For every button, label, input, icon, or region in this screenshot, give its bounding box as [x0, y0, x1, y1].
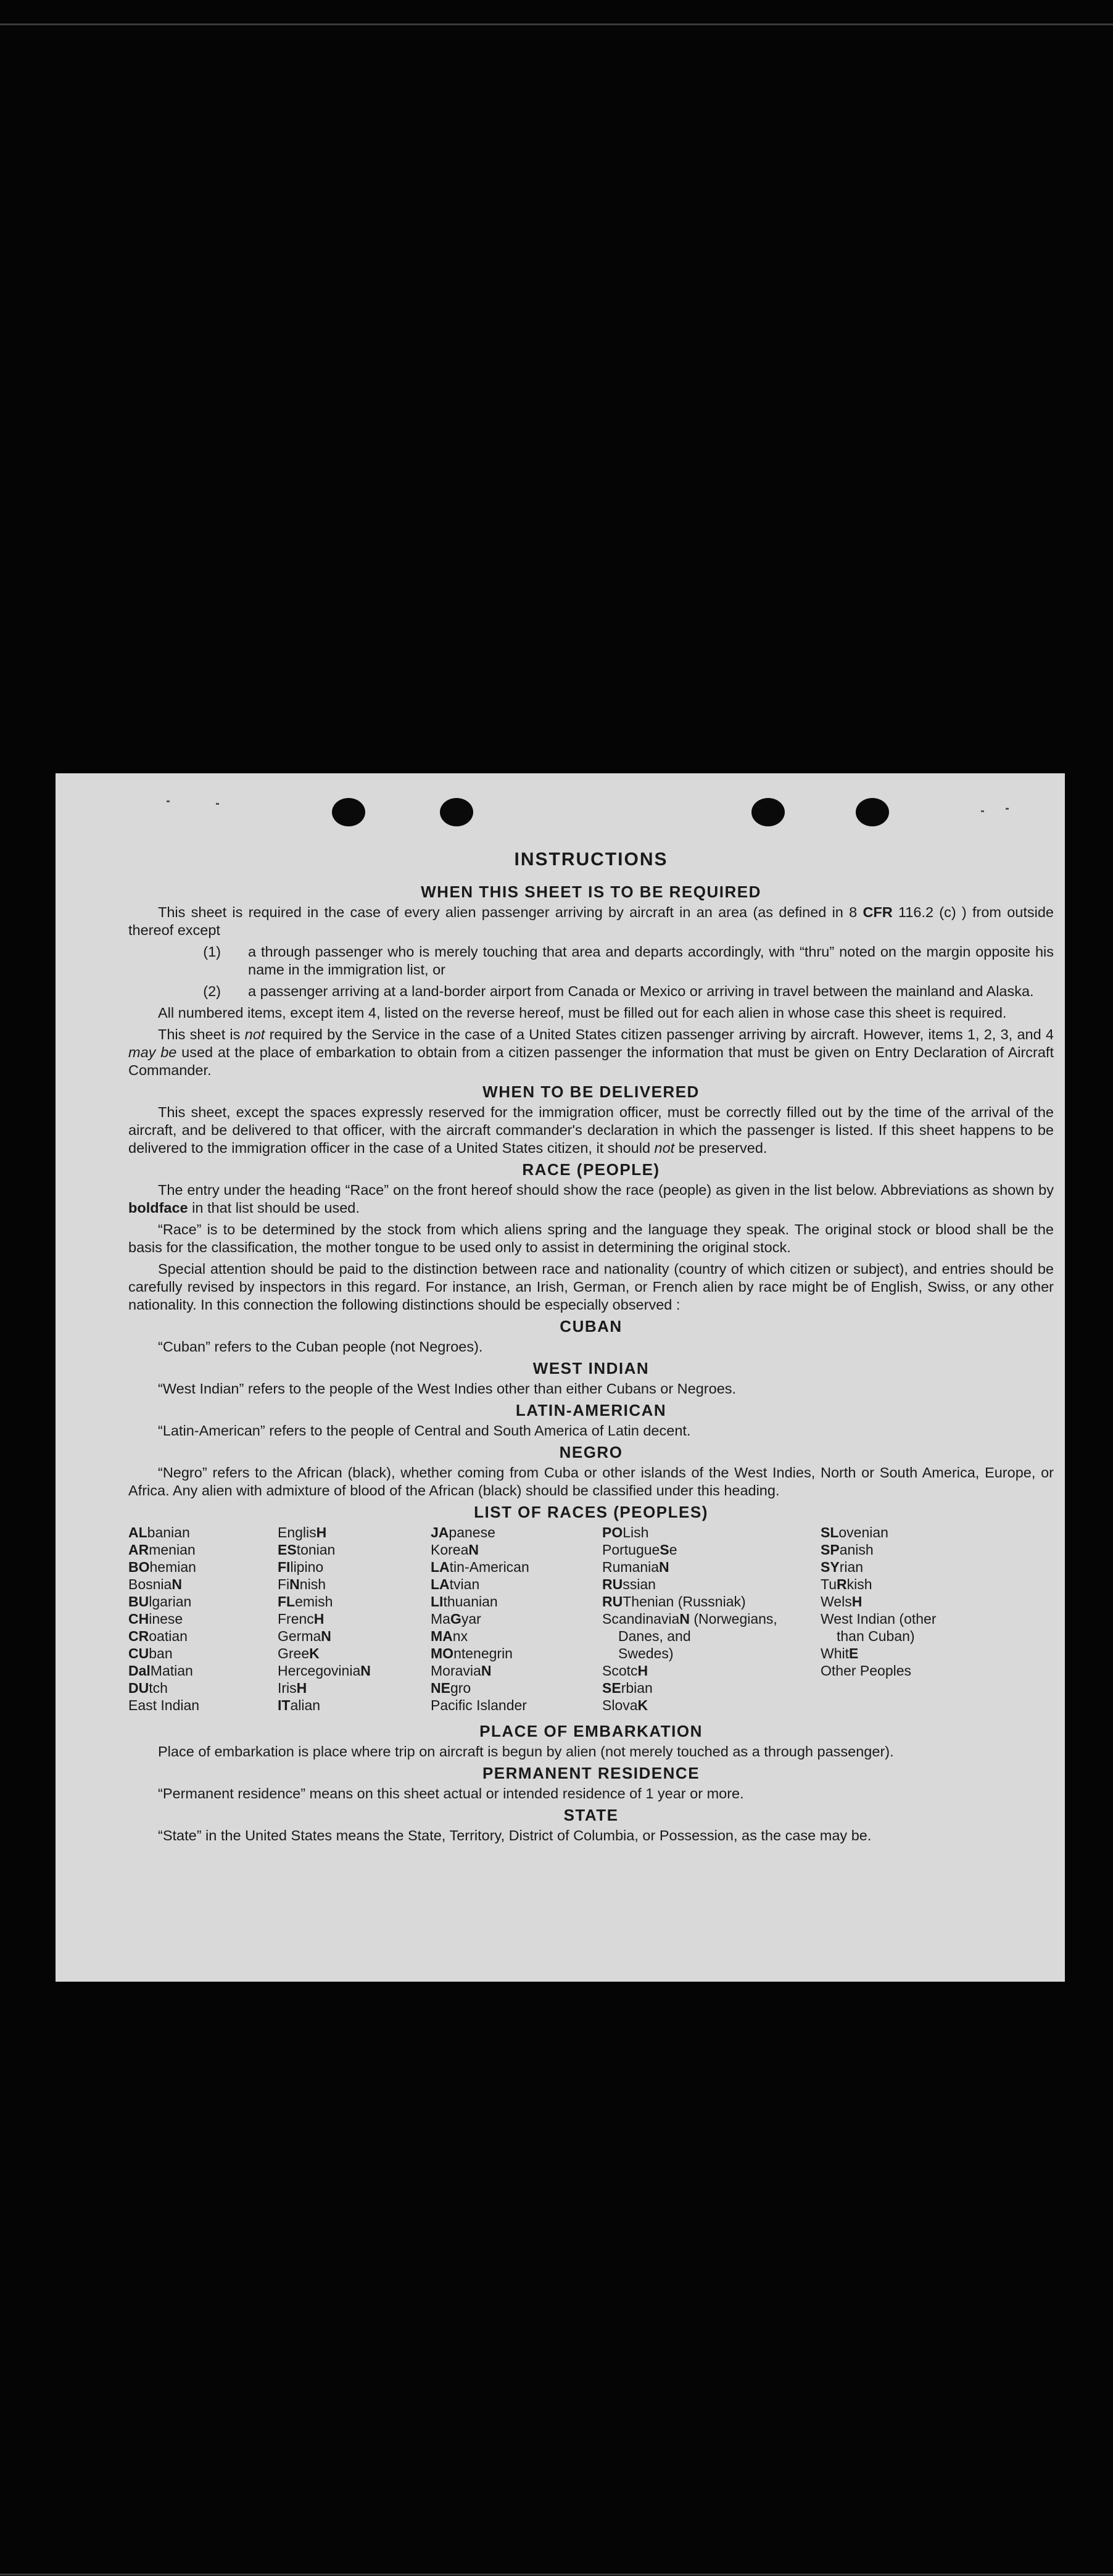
race-abbreviation: DU: [128, 1680, 149, 1696]
race-entry: [602, 1697, 821, 1714]
race-abbreviation: BO: [128, 1559, 150, 1575]
race-entry: [128, 1645, 278, 1662]
race-name-part: lgarian: [149, 1593, 192, 1610]
race-paragraph-3: Special attention should be paid to the distinction between race and nationality (country of which citizen or subject), and entries should be carefully revised by inspectors in this regard. For instance, an Irish, German, or French alien by race might be of English, Swiss, or any other nationality. In this connection the following distinctions should be especially observed :: [128, 1261, 1054, 1313]
race-name-part: e: [669, 1542, 677, 1558]
races-column: [431, 1524, 602, 1714]
race-abbreviation: N: [679, 1611, 690, 1627]
races-list: [128, 1524, 1054, 1714]
cuban-definition: “Cuban” refers to the Cuban people (not Negroes).: [158, 1339, 483, 1355]
race-entry: [431, 1558, 602, 1576]
race-abbreviation: N: [172, 1576, 182, 1592]
race-entry: [431, 1576, 602, 1593]
race-entry: [821, 1576, 981, 1593]
race-abbreviation: SP: [821, 1542, 840, 1558]
race-entry: [821, 1610, 981, 1627]
race-name-part: Rumania: [602, 1559, 660, 1575]
race-entry: [602, 1679, 821, 1697]
race-name-part: Iris: [278, 1680, 297, 1696]
race-name-part: Other Peoples: [821, 1663, 912, 1679]
race-name-part: West Indian (other: [821, 1611, 937, 1627]
race-name-part: Frenc: [278, 1611, 314, 1627]
residence-definition: “Permanent residence” means on this sheet actual or intended residence of 1 year or more.: [158, 1785, 744, 1801]
race-abbreviation: ES: [278, 1542, 297, 1558]
race-abbreviation: FI: [278, 1559, 291, 1575]
race-abbreviation: E: [849, 1645, 859, 1661]
race-name-part: than Cuban): [837, 1628, 915, 1644]
race-entry: [821, 1662, 981, 1679]
race-entry: [431, 1524, 602, 1541]
race-abbreviation: H: [637, 1663, 648, 1679]
race-abbreviation: PO: [602, 1524, 623, 1540]
race-abbreviation: CR: [128, 1628, 149, 1644]
race-abbreviation: LA: [431, 1576, 450, 1592]
race-name-part: emish: [295, 1593, 333, 1610]
race-abbreviation: N: [289, 1576, 300, 1592]
race-name-part: Ma: [431, 1611, 450, 1627]
race-abbreviation: CH: [128, 1611, 149, 1627]
race-entry: [278, 1697, 431, 1714]
race-entry: [431, 1662, 602, 1679]
race-abbreviation: H: [296, 1680, 307, 1696]
section-heading-latin-american: LATIN-AMERICAN: [515, 1401, 667, 1419]
race-entry: [602, 1627, 821, 1645]
race-entry: [602, 1662, 821, 1679]
race-name-part: tvian: [449, 1576, 480, 1592]
race-name-part: (Norwegians,: [689, 1611, 777, 1627]
race-entry: [602, 1645, 821, 1662]
race-entry: [128, 1610, 278, 1627]
race-name-part: panese: [449, 1524, 495, 1540]
race-name-part: thuanian: [443, 1593, 498, 1610]
race-name-part: ovenian: [838, 1524, 888, 1540]
latin-american-definition: “Latin-American” refers to the people of Central and South America of Latin decent.: [158, 1423, 691, 1439]
race-abbreviation: NE: [431, 1680, 450, 1696]
race-abbreviation: G: [450, 1611, 461, 1627]
race-entry: [128, 1576, 278, 1593]
section-heading-races-list: LIST OF RACES (PEOPLES): [474, 1503, 708, 1521]
state-definition: “State” in the United States means the State, Territory, District of Columbia, or Possession, as the case may be.: [158, 1827, 872, 1843]
race-name-part: menian: [149, 1542, 196, 1558]
punch-hole: [332, 798, 365, 826]
race-name-part: Gree: [278, 1645, 310, 1661]
film-edge-top: [0, 23, 1113, 25]
race-abbreviation: K: [309, 1645, 320, 1661]
section-heading-required: WHEN THIS SHEET IS TO BE REQUIRED: [421, 883, 761, 901]
races-column: [821, 1524, 981, 1714]
race-name-part: banian: [147, 1524, 190, 1540]
scan-speck: [216, 803, 219, 805]
race-abbreviation: RU: [602, 1593, 623, 1610]
race-name-part: Swedes): [618, 1645, 674, 1661]
race-entry: [278, 1558, 431, 1576]
race-entry: [602, 1541, 821, 1558]
race-entry: [128, 1593, 278, 1610]
race-paragraph-2: “Race” is to be determined by the stock from which aliens spring and the language they speak. The original stock or blood shall be the basis for the classification, the mother tongue to be used only to assist in determining the original stock.: [128, 1221, 1054, 1255]
race-name-part: Slova: [602, 1697, 638, 1713]
race-abbreviation: FL: [278, 1593, 296, 1610]
scan-speck: [1006, 808, 1009, 810]
race-name-part: Hercegovinia: [278, 1663, 361, 1679]
race-name-part: rbian: [621, 1680, 653, 1696]
section-heading-west-indian: WEST INDIAN: [532, 1359, 650, 1377]
race-abbreviation: N: [659, 1559, 669, 1575]
race-abbreviation: AL: [128, 1524, 147, 1540]
race-entry: [602, 1524, 821, 1541]
race-name-part: oatian: [149, 1628, 188, 1644]
race-name-part: Thenian (Russniak): [623, 1593, 746, 1610]
race-name-part: tonian: [296, 1542, 336, 1558]
race-abbreviation: MA: [431, 1628, 453, 1644]
citizen-paragraph: This sheet is not required by the Service in the case of a United States citizen passenger arriving by aircraft. However, items 1, 2, 3, and 4 may be used at the place of embarkation to obtain from a citizen passenger the information that must be given on Entry Declaration of Aircraft Commander.: [128, 1026, 1054, 1078]
race-name-part: Tu: [821, 1576, 837, 1592]
race-name-part: Bosnia: [128, 1576, 172, 1592]
race-name-part: kish: [846, 1576, 872, 1592]
race-abbreviation: H: [313, 1611, 325, 1627]
race-name-part: rian: [839, 1559, 864, 1575]
race-abbreviation: CU: [128, 1645, 149, 1661]
race-entry: [821, 1645, 981, 1662]
race-abbreviation: H: [316, 1524, 327, 1540]
punch-hole: [440, 798, 473, 826]
race-entry: [431, 1610, 602, 1627]
instruction-sheet: [56, 773, 1065, 1982]
punch-hole: [751, 798, 785, 826]
race-name-part: East Indian: [128, 1697, 200, 1713]
race-abbreviation: N: [360, 1663, 371, 1679]
race-entry: [278, 1576, 431, 1593]
race-abbreviation: BU: [128, 1593, 149, 1610]
race-name-part: Fi: [278, 1576, 290, 1592]
races-column: [278, 1524, 431, 1714]
section-heading-delivered: WHEN TO BE DELIVERED: [482, 1082, 700, 1101]
race-entry: [431, 1645, 602, 1662]
race-paragraph-1: The entry under the heading “Race” on the front hereof should show the race (people) as given in the list below. Abbreviations as shown by boldface in that list should be used.: [128, 1182, 1054, 1216]
race-name-part: anish: [839, 1542, 874, 1558]
numbered-items-paragraph: All numbered items, except item 4, listed on the reverse hereof, must be filled out for each alien in whose case this sheet is required.: [158, 1005, 1007, 1021]
race-name-part: Korea: [431, 1542, 469, 1558]
race-abbreviation: MO: [431, 1645, 454, 1661]
race-entry: [278, 1524, 431, 1541]
race-name-part: Portugue: [602, 1542, 660, 1558]
race-entry: [278, 1593, 431, 1610]
race-name-part: Lish: [623, 1524, 649, 1540]
race-name-part: yar: [461, 1611, 481, 1627]
race-abbreviation: H: [851, 1593, 863, 1610]
race-name-part: tin-American: [449, 1559, 529, 1575]
race-entry: [128, 1697, 278, 1714]
exception-item: (2) a passenger arriving at a land-border airport from Canada or Mexico or arriving in travel between the mainland and Alaska.: [203, 983, 1034, 999]
race-entry: [602, 1610, 821, 1627]
race-name-part: Englis: [278, 1524, 317, 1540]
race-abbreviation: N: [481, 1663, 492, 1679]
race-name-part: ntenegrin: [453, 1645, 513, 1661]
section-heading-negro: NEGRO: [559, 1443, 623, 1461]
page-title: INSTRUCTIONS: [514, 849, 668, 870]
race-name-part: Danes, and: [618, 1628, 691, 1644]
film-edge-bottom: [0, 2574, 1113, 2575]
negro-definition: “Negro” refers to the African (black), whether coming from Cuba or other islands of the West Indies, North or South America, Europe, or Africa. Any alien with admixture of blood of the African (black) should be classified under this heading.: [128, 1465, 1054, 1498]
section-heading-state: STATE: [563, 1806, 619, 1824]
race-entry: [278, 1610, 431, 1627]
exception-item: (1) a through passenger who is merely touching that area and departs accordingly, with “thru” noted on the margin opposite his name in the immigration list, or: [203, 944, 1054, 978]
race-entry: [602, 1558, 821, 1576]
race-entry: [278, 1679, 431, 1697]
race-entry: [821, 1558, 981, 1576]
race-abbreviation: SE: [602, 1680, 621, 1696]
race-abbreviation: RU: [602, 1576, 623, 1592]
delivered-paragraph: This sheet, except the spaces expressly reserved for the immigration officer, must be correctly filled out by the time of the arrival of the aircraft, and be delivered to that officer, with the aircraft commander's declaration in which the passenger is listed. If this sheet happens to be delivered to the immigration officer in the case of a United States citizen, it should not be preserved.: [128, 1104, 1054, 1156]
section-heading-embarkation: PLACE OF EMBARKATION: [479, 1722, 703, 1740]
race-entry: [431, 1697, 602, 1714]
race-abbreviation: JA: [431, 1524, 449, 1540]
races-column: [602, 1524, 821, 1714]
race-name-part: Pacific Islander: [431, 1697, 527, 1713]
race-name-part: Germa: [278, 1628, 321, 1644]
race-name-part: Scandinavia: [602, 1611, 680, 1627]
race-name-part: lipino: [290, 1559, 324, 1575]
race-abbreviation: AR: [128, 1542, 149, 1558]
race-name-part: nx: [452, 1628, 468, 1644]
race-entry: [821, 1524, 981, 1541]
race-entry: [821, 1593, 981, 1610]
section-heading-residence: PERMANENT RESIDENCE: [482, 1764, 700, 1782]
race-entry: [278, 1627, 431, 1645]
race-entry: [128, 1662, 278, 1679]
race-entry: [128, 1558, 278, 1576]
embarkation-definition: Place of embarkation is place where trip on aircraft is begun by alien (not merely touched as a through passenger).: [158, 1743, 894, 1760]
race-entry: [278, 1662, 431, 1679]
race-entry: [602, 1593, 821, 1610]
race-name-part: Scotc: [602, 1663, 638, 1679]
race-entry: [602, 1576, 821, 1593]
scan-speck: [981, 810, 984, 812]
race-entry: [278, 1645, 431, 1662]
race-entry: [431, 1679, 602, 1697]
race-entry: [128, 1524, 278, 1541]
race-entry: [431, 1627, 602, 1645]
race-name-part: Matian: [150, 1663, 193, 1679]
race-abbreviation: S: [660, 1542, 669, 1558]
race-name-part: ssian: [623, 1576, 656, 1592]
section-heading-race: RACE (PEOPLE): [522, 1160, 660, 1179]
race-name-part: gro: [450, 1680, 471, 1696]
race-entry: [128, 1541, 278, 1558]
race-abbreviation: R: [837, 1576, 847, 1592]
race-abbreviation: SL: [821, 1524, 839, 1540]
race-entry: [278, 1541, 431, 1558]
race-name-part: Moravia: [431, 1663, 481, 1679]
scan-speck: [167, 800, 170, 802]
race-entry: [128, 1627, 278, 1645]
race-name-part: Wels: [821, 1593, 852, 1610]
race-name-part: tch: [149, 1680, 168, 1696]
race-abbreviation: IT: [278, 1697, 291, 1713]
race-abbreviation: LI: [431, 1593, 444, 1610]
race-abbreviation: N: [468, 1542, 479, 1558]
race-entry: [821, 1541, 981, 1558]
race-name-part: alian: [290, 1697, 321, 1713]
sheet-content: [128, 850, 1054, 1848]
race-name-part: hemian: [149, 1559, 196, 1575]
race-entry: [128, 1679, 278, 1697]
race-entry: [431, 1541, 602, 1558]
west-indian-definition: “West Indian” refers to the people of the West Indies other than either Cubans or Negroes.: [158, 1381, 737, 1397]
required-intro: This sheet is required in the case of every alien passenger arriving by aircraft in an area (as defined in 8 CFR 116.2 (c) ) from outside thereof except: [128, 904, 1054, 938]
race-entry: [431, 1593, 602, 1610]
race-abbreviation: K: [637, 1697, 648, 1713]
races-column: [128, 1524, 278, 1714]
race-abbreviation: Dal: [128, 1663, 151, 1679]
race-name-part: Whit: [821, 1645, 849, 1661]
section-heading-cuban: CUBAN: [560, 1317, 623, 1336]
race-name-part: ban: [149, 1645, 173, 1661]
race-name-part: inese: [149, 1611, 183, 1627]
race-name-part: nish: [299, 1576, 326, 1592]
race-abbreviation: N: [321, 1628, 331, 1644]
race-abbreviation: SY: [821, 1559, 840, 1575]
race-entry: [821, 1627, 981, 1645]
punch-hole: [856, 798, 889, 826]
race-abbreviation: LA: [431, 1559, 450, 1575]
